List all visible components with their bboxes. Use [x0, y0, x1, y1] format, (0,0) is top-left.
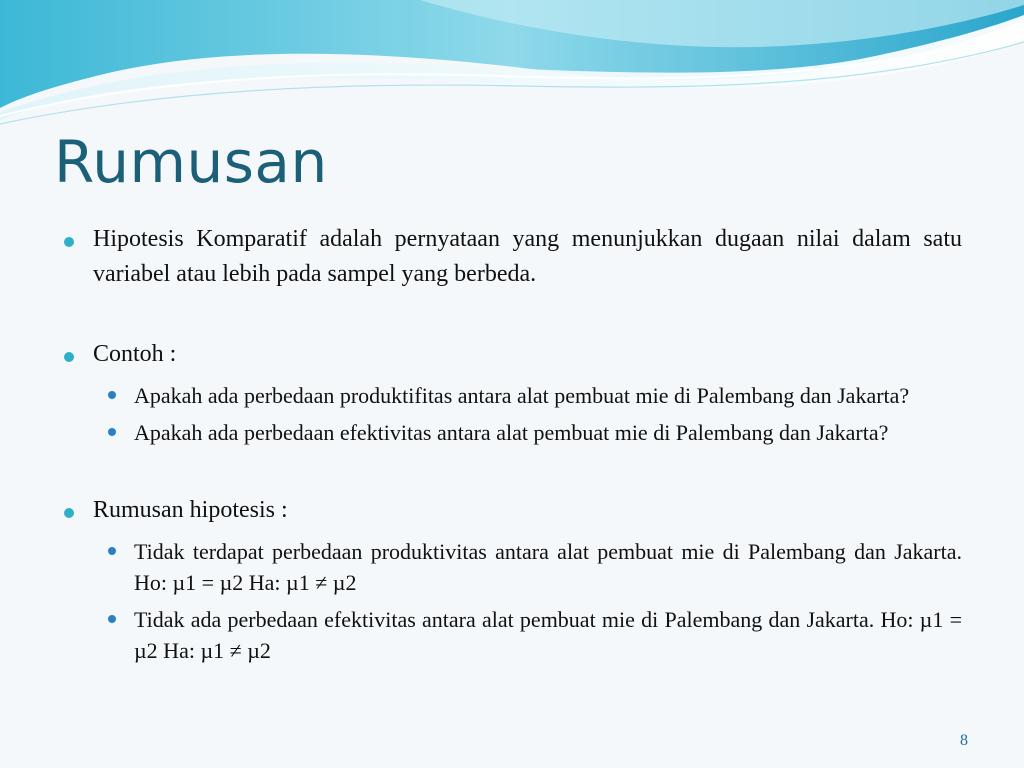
bullet-text: Rumusan hipotesis :: [93, 497, 288, 523]
slide-title: Rumusan: [54, 128, 328, 196]
bullet-item: [62, 337, 962, 372]
bullet-text: Hipotesis Komparatif adalah pernyataan yang menunjukkan dugaan nilai dalam satu variabel atau lebih pada sampel yang berbeda.: [93, 226, 962, 287]
sub-bullet-item: [134, 380, 962, 411]
sub-bullet-dot-icon: [108, 547, 116, 555]
sub-bullet-text: Tidak ada perbedaan efektivitas antara alat pembuat mie di Palembang dan Jakarta. Ho: µ1 = µ2 Ha: µ1 ≠ µ2: [134, 607, 962, 663]
sub-bullet-item: [134, 536, 962, 598]
sub-bullet-text: Apakah ada perbedaan efektivitas antara alat pembuat mie di Palembang dan Jakarta?: [134, 420, 889, 445]
sub-bullet-dot-icon: [108, 428, 116, 436]
sub-bullet-item: [134, 417, 962, 448]
bullet-text: Contoh :: [93, 341, 177, 367]
sub-bullet-item: [134, 604, 962, 666]
sub-bullet-text: Tidak terdapat perbedaan produktivitas antara alat pembuat mie di Palembang dan Jakarta. Ho: µ1 = µ2 Ha: µ1 ≠ µ2: [134, 539, 962, 595]
header-wave-decoration: [0, 0, 1024, 130]
sub-bullet-text: Apakah ada perbedaan produktifitas antara alat pembuat mie di Palembang dan Jakarta?: [134, 383, 910, 408]
bullet-dot-icon: [64, 508, 74, 518]
bullet-item: [62, 493, 962, 528]
slide-number: 8: [960, 732, 968, 749]
sub-bullet-dot-icon: [108, 615, 116, 623]
sub-bullet-dot-icon: [108, 391, 116, 399]
slide-body: [62, 222, 962, 666]
bullet-dot-icon: [64, 237, 74, 247]
bullet-dot-icon: [64, 352, 74, 362]
bullet-item: [62, 222, 962, 292]
